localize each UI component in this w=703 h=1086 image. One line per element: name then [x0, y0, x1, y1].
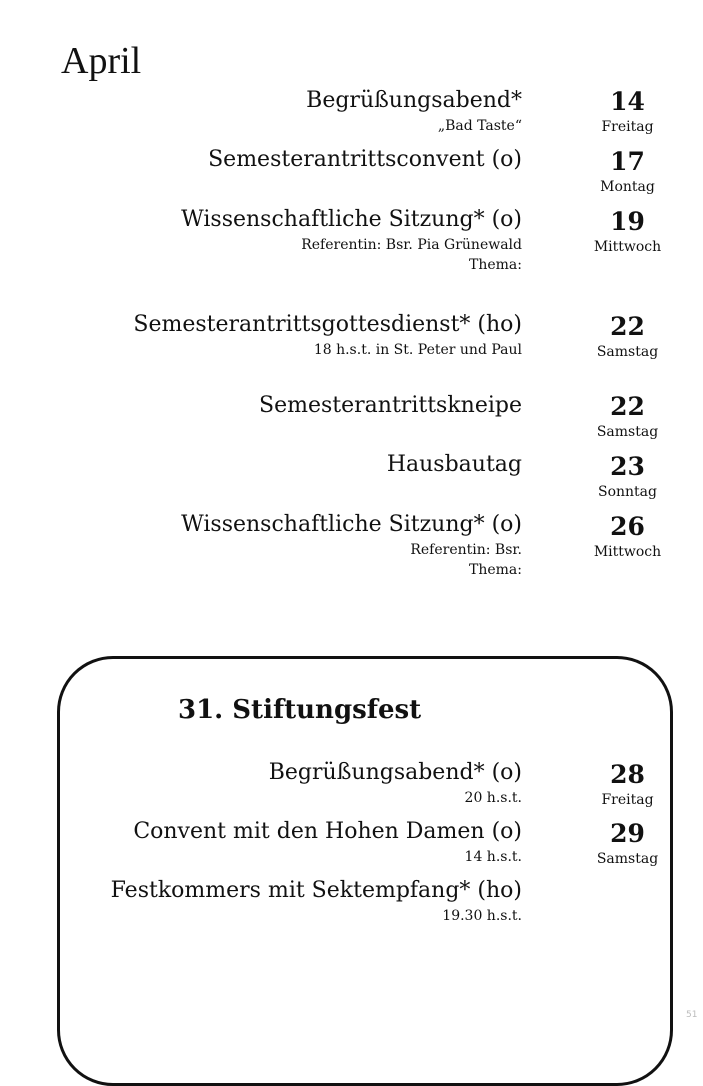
event-weekday: Montag — [600, 179, 655, 195]
event-title: Semesterantrittsconvent (o) — [208, 147, 522, 172]
festival-title: 31. Stiftungsfest — [178, 695, 422, 725]
event-weekday: Mittwoch — [593, 239, 662, 255]
event-subtitle: 14 h.s.t. — [464, 849, 522, 865]
event-weekday: Samstag — [596, 424, 659, 440]
event-subtitle: Referentin: Bsr. Pia Grünewald — [301, 237, 522, 253]
event-title: Semesterantrittskneipe — [259, 393, 522, 418]
event-title: Begrüßungsabend* — [306, 88, 522, 113]
page-number: 51 — [686, 1010, 698, 1020]
event-subtitle: 19.30 h.s.t. — [442, 908, 522, 924]
event-date — [565, 391, 690, 442]
festival-event-entry — [60, 817, 522, 867]
event-weekday: Samstag — [596, 344, 659, 360]
event-day: 19 — [610, 207, 645, 236]
event-date — [565, 759, 690, 810]
event-weekday: Freitag — [601, 119, 654, 135]
event-subtitle: Thema: — [469, 562, 522, 578]
event-title: Begrüßungsabend* (o) — [268, 760, 522, 785]
event-date — [565, 511, 690, 562]
event-title: Convent mit den Hohen Damen (o) — [133, 819, 522, 844]
event-subtitle: Thema: — [469, 257, 522, 273]
event-subtitle: Referentin: Bsr. — [410, 542, 522, 558]
event-day: 23 — [610, 452, 645, 481]
event-day: 28 — [610, 760, 645, 789]
event-title: Hausbautag — [386, 452, 522, 477]
event-date — [565, 818, 690, 869]
event-title: Wissenschaftliche Sitzung* (o) — [181, 207, 522, 232]
event-title: Festkommers mit Sektempfang* (ho) — [110, 878, 522, 903]
month-heading: April — [61, 40, 142, 82]
event-entry — [60, 510, 522, 580]
event-date — [565, 451, 690, 502]
festival-event-entry — [60, 758, 522, 808]
event-title: Semesterantrittsgottesdienst* (ho) — [133, 312, 522, 337]
event-subtitle: 18 h.s.t. in St. Peter und Paul — [313, 342, 522, 358]
event-entry — [60, 145, 522, 175]
event-entry — [60, 86, 522, 136]
event-subtitle: 20 h.s.t. — [464, 790, 522, 806]
event-subtitle: „Bad Taste“ — [437, 118, 522, 134]
event-day: 22 — [610, 392, 645, 421]
event-weekday: Freitag — [601, 792, 654, 808]
event-entry — [60, 310, 522, 360]
festival-event-entry — [60, 876, 522, 926]
event-day: 29 — [610, 819, 645, 848]
event-date — [565, 86, 690, 137]
event-date — [565, 146, 690, 197]
event-entry — [60, 205, 522, 275]
event-entry — [60, 450, 522, 480]
event-weekday: Sonntag — [598, 484, 657, 500]
event-title: Wissenschaftliche Sitzung* (o) — [181, 512, 522, 537]
event-day: 14 — [610, 87, 645, 116]
event-day: 26 — [610, 512, 645, 541]
event-date — [565, 311, 690, 362]
event-entry — [60, 391, 522, 421]
event-day: 22 — [610, 312, 645, 341]
event-day: 17 — [610, 147, 645, 176]
event-weekday: Mittwoch — [593, 544, 662, 560]
event-date — [565, 206, 690, 257]
event-weekday: Samstag — [596, 851, 659, 867]
